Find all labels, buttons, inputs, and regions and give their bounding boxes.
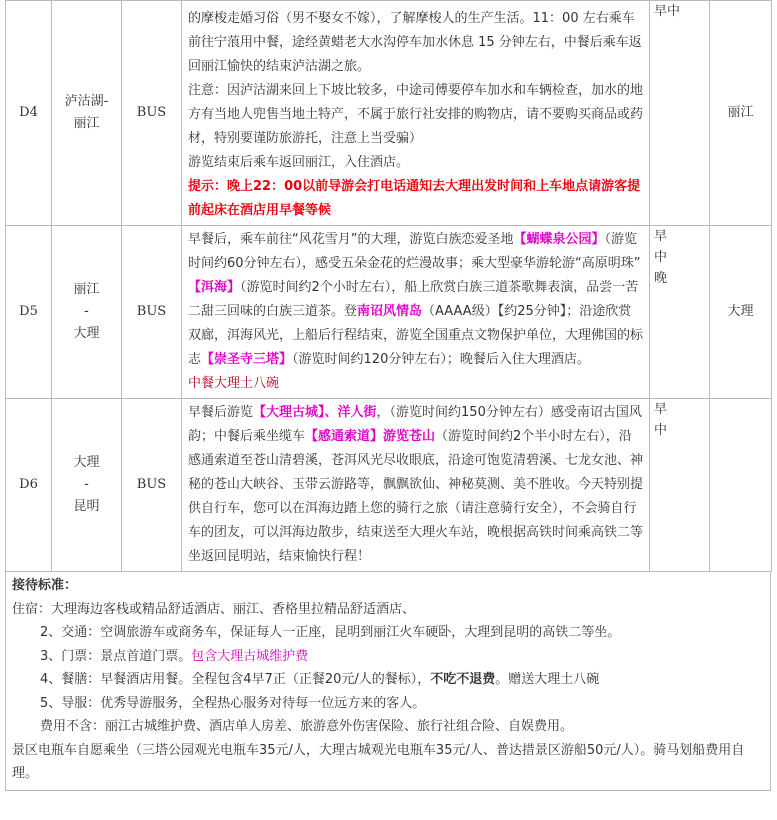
day-cell: D6 [6,399,52,572]
standards-item: 2、交通：空调旅游车或商务车，保证每人一正座，昆明到丽江火车硬卧，大理到昆明的高铁二等坐。 [40,625,621,640]
itinerary-table [5,0,772,572]
standards-item: 费用不含：丽江古城维护费、酒店单人房差、旅游意外伤害保险、旅行社组合险、自娱费用。 [40,719,574,734]
standards-title: 接待标准： [12,578,78,593]
description-cell [182,399,650,572]
lunch-note: 中餐大理土八碗 [188,376,280,391]
desc-text: 早餐后，乘车前往“风花雪月”的大理，游览白族恋爱圣地 [188,232,514,247]
desc-paragraph: 游览结束后乘车返回丽江，入住酒店。 [188,155,410,170]
description-cell [182,1,650,226]
desc-paragraph: 的摩梭走婚习俗（男不娶女不嫁），了解摩梭人的生产生活。11：00 左右乘车前往宁蒗用中餐，途经黄蜡老大水沟停车加水休息 15 分钟左右，中餐后乘车返回丽江愉快的结束泸沽湖之旅。 [188,11,642,74]
desc-paragraph [188,228,654,372]
transport-cell: BUS [122,399,182,572]
standards-item: 住宿：大理海边客栈或精品舒适酒店、丽江、香格里拉精品舒适酒店、 [12,601,416,617]
desc-text: （游览时间约2个半小时左右），沿感通索道至苍山清碧溪，苍洱风光尽收眼底，沿途可饱览清碧溪、七龙女池、神秘的苍山大峡谷、玉带云游路等，飘飘欲仙、神秘莫测、美不胜收。今天特别提供自行车，您可以在洱海边踏上您的骑行之旅（请注意骑行安全），不会骑自行车的团友，可以洱海边散步，结束送至大理火车站，晚根据高铁时间乘高铁二等坐返回昆明站，结束愉快行程！ [188,429,644,564]
standards-text: 4、餐膳：早餐酒店用餐。全程包含4早7正（正餐20元/人的餐标）， [40,672,431,687]
meal-item: 晚 [654,271,668,286]
attraction-name: 【大理古城】、洋人街 [253,405,377,420]
standards-item: 景区电瓶车自愿乘坐（三塔公园观光电瓶车35元/人，大理古城观光电瓶车35元/人、普达措景区游船50元/人）。骑马划船费用自理。 [12,742,745,781]
transport-cell: BUS [122,226,182,399]
meal-cell [650,226,710,399]
meal-item: 早 [654,229,668,244]
route-line: 丽江 [73,116,100,131]
hotel-cell: 丽江 [710,1,772,226]
description-cell [182,226,654,399]
route-cell [52,226,122,399]
route-line: - [84,477,89,492]
desc-text: （游览时间约120分钟左右）；晚餐后入住大理酒店。 [292,352,590,367]
itinerary-row-d4 [6,1,772,226]
attraction-name: 【崇圣寺三塔】 [201,352,293,367]
route-line: 昆明 [73,499,100,514]
meal-cell [650,399,710,572]
standards-item [12,645,766,669]
desc-text: （游览时间约60分钟左右），感受五朵金花的烂漫故事；乘大型豪华游轮游“高原明珠” [188,232,654,271]
standards-highlight: 包含大理古城维护费 [191,648,309,664]
route-line: - [84,304,89,319]
day-cell: D4 [6,1,52,226]
route-cell [52,399,122,572]
desc-text: （游览时间约2个小时左右），船上欣赏白族三道茶歌舞表演，品尝一苦二甜三回味的白族三道茶。登 [188,280,639,319]
desc-text: ，（游览时间约150分钟左右）感受南诏古国风韵；中餐后乘坐缆车 [188,405,642,444]
desc-paragraph: 注意：因泸沽湖来回上下坡比较多，中途司傅要停车加水和车辆检查，加水的地方有当地人兜售当地土特产，不属于旅行社安排的购物店，请不要购买商品或药材，特别要谨防旅游托，注意上当受骗） [188,83,644,146]
route-line: 泸沽湖- [64,94,109,109]
standards-text: 3、门票：景点首道门票。 [40,648,192,664]
desc-text: （AAAA级）【约25分钟】；沿途欣赏双廊，洱海风光，上船后行程结束，游览全国重点文物保护单位，大理佛国的标志 [188,304,644,367]
attraction-name: 【洱海】 [188,280,241,295]
meal-cell [650,1,710,226]
meal-item: 早中 [654,4,681,19]
meal-item: 早 [654,402,668,417]
service-standards [5,572,771,791]
standards-text: 。赠送大理土八碗 [495,672,600,687]
itinerary-row-d5 [6,226,772,399]
standards-item: 5、导服：优秀导游服务，全程热心服务对待每一位远方来的客人。 [40,695,426,711]
itinerary-row-d6 [6,399,772,572]
route-line: 大理 [73,455,100,470]
tip-text: 提示：晚上22：00以前导游会打电话通知去大理出发时间和上车地点请游客提前起床在酒店用早餐等候 [188,179,641,218]
meal-item: 中 [654,423,668,438]
attraction-name: 【蝴蝶泉公园】 [513,232,605,247]
standards-item [12,668,766,692]
route-line: 丽江 [73,282,100,297]
standards-emphasis: 不吃不退费 [430,672,496,687]
desc-paragraph [188,401,643,569]
route-line: 大理 [73,326,100,341]
attraction-name: 【感通索道】游览苍山 [305,429,436,444]
desc-text: 早餐后游览 [188,405,254,420]
attraction-name: 南诏风情岛 [357,304,423,319]
transport-cell: BUS [122,1,182,226]
meal-item: 中 [654,250,668,265]
day-cell: D5 [6,226,52,399]
hotel-cell: 大理 [710,226,772,399]
route-cell [52,1,122,226]
hotel-cell [710,399,772,572]
